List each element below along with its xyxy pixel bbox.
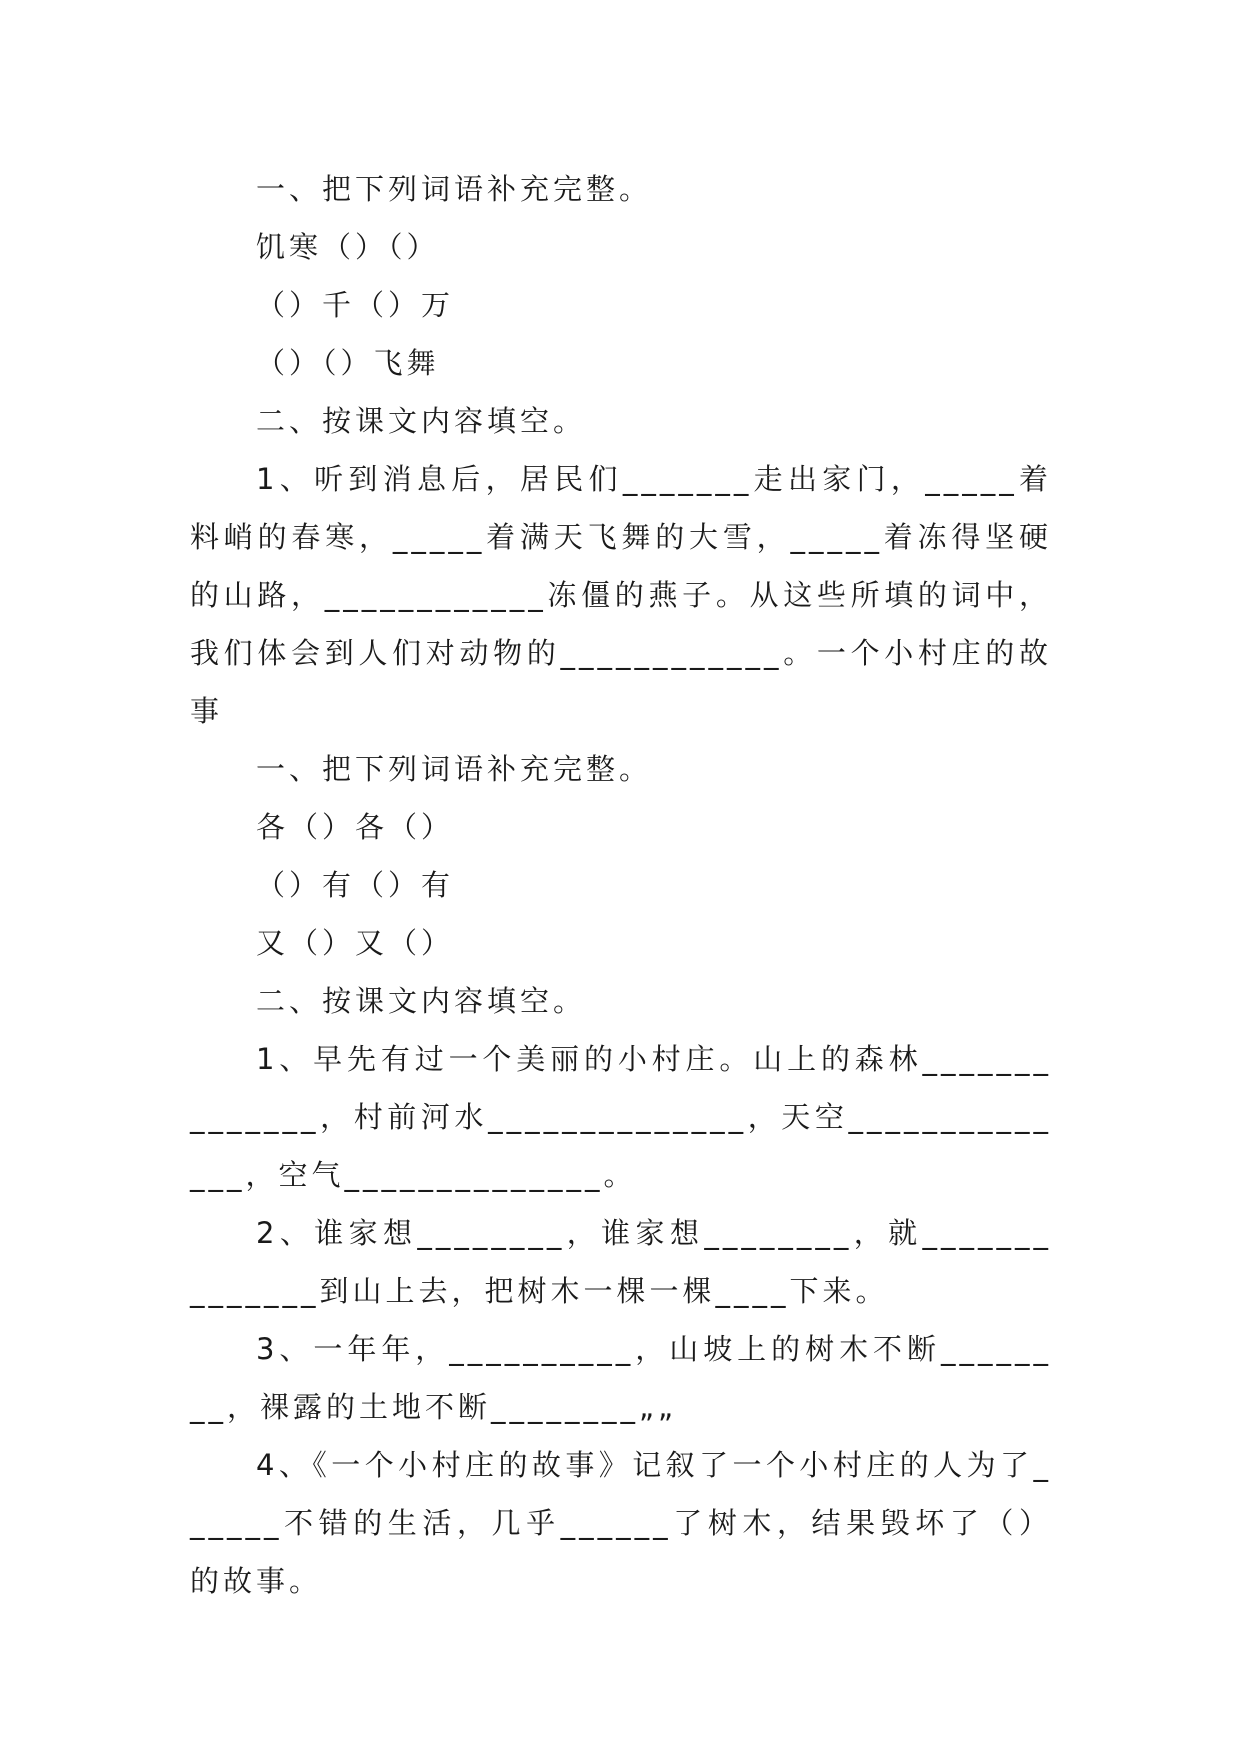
question-paragraph: 1、早先有过一个美丽的小村庄。山上的森林______________，村前河水______________，天空______________，空气______________。 — [190, 1042, 1052, 1192]
word-item: （）（）飞舞 — [256, 346, 440, 380]
section-heading-fill-blank: 二、按课文内容填空。 — [256, 404, 587, 438]
word-item: （）千（）万 — [256, 288, 455, 322]
question-paragraph: 1、听到消息后，居民们_______走出家门，_____着料峭的春寒，_____着满天飞舞的大雪，_____着冻得坚硬的山路，____________冻僵的燕子。从这些所填的词中，我们体会到人们对动物的____________。一个小村庄的故事 — [190, 462, 1052, 728]
section-heading-fill-blank: 二、按课文内容填空。 — [256, 984, 587, 1018]
question-paragraph: 4、《一个小村庄的故事》记叙了一个小村庄的人为了______不错的生活，几乎______了树木，结果毁坏了（）的故事。 — [190, 1448, 1052, 1598]
word-item: 饥寒（）（） — [256, 230, 440, 264]
word-item: 各（）各（） — [256, 810, 455, 844]
section-heading-word-completion: 一、把下列词语补充完整。 — [256, 172, 653, 206]
word-item: 又（）又（） — [256, 926, 455, 960]
document-body — [190, 160, 1052, 1610]
question-paragraph: 2、谁家想________，谁家想________，就______________到山上去，把树木一棵一棵____下来。 — [190, 1216, 1052, 1308]
word-item: （）有（）有 — [256, 868, 455, 902]
question-paragraph: 3、一年年，__________，山坡上的树木不断________，裸露的土地不断________„„ — [190, 1332, 1052, 1424]
section-heading-word-completion: 一、把下列词语补充完整。 — [256, 752, 653, 786]
